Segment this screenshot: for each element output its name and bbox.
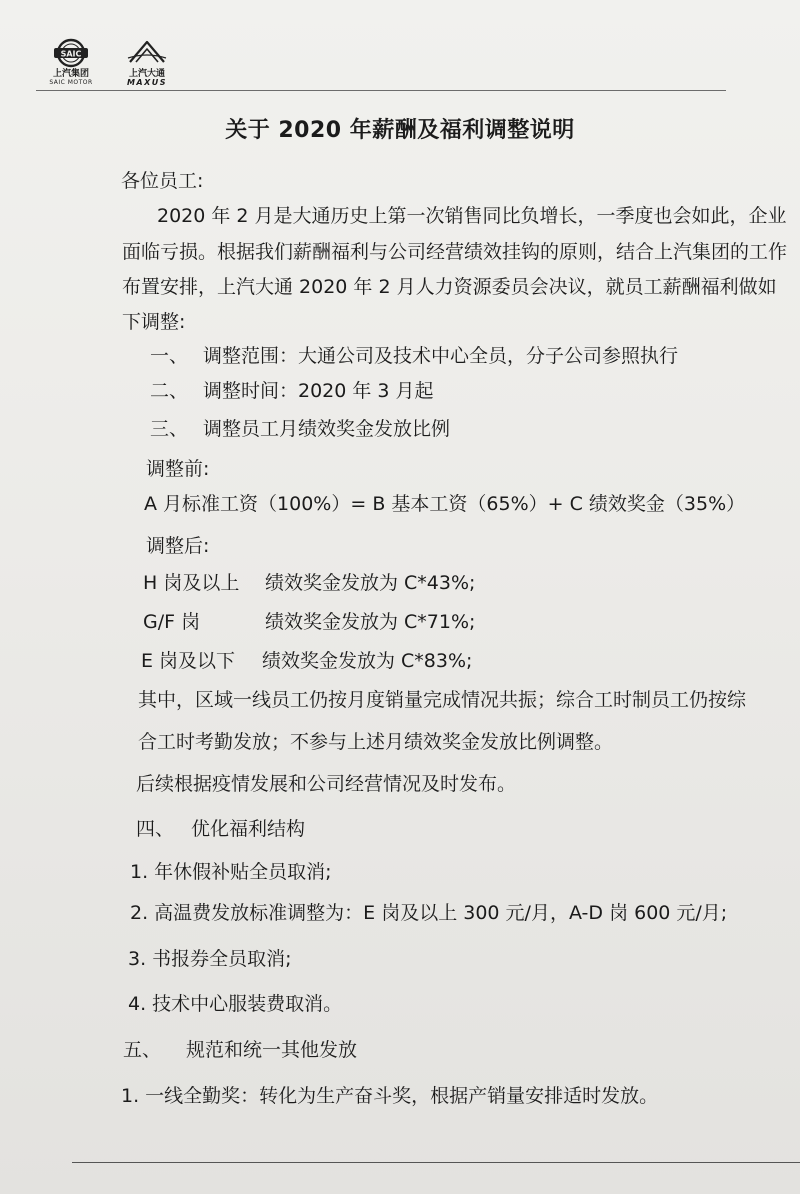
note-line-2: 合工时考勤发放；不参与上述月绩效奖金发放比例调整。: [138, 731, 614, 753]
before-label: 调整前:: [146, 458, 210, 480]
section-4-item-4: 4. 技术中心服装费取消。: [128, 993, 343, 1015]
document-title: 关于 2020 年薪酬及福利调整说明: [225, 118, 575, 143]
grade-gf-label: G/F 岗: [143, 611, 201, 633]
svg-text:SAIC: SAIC: [60, 49, 82, 59]
saic-cn-name: 上汽集团: [52, 69, 89, 79]
section-2-text: 调整时间：2020 年 3 月起: [203, 380, 434, 402]
section-4-item-2: 2. 高温费发放标准调整为：E 岗及以上 300 元/月，A-D 岗 600 元/月;: [130, 902, 728, 924]
salutation: 各位员工:: [121, 170, 204, 192]
letterhead: [36, 38, 776, 96]
grade-h-rule: 绩效奖金发放为 C*43%;: [265, 572, 476, 594]
saic-en-name: SAIC MOTOR: [49, 79, 93, 86]
intro-line-3: 布置安排，上汽大通 2020 年 2 月人力资源委员会决议，就员工薪酬福利做如: [122, 276, 777, 298]
saic-logo: [36, 38, 106, 86]
grade-e-label: E 岗及以下: [141, 650, 236, 672]
intro-line-4: 下调整:: [122, 311, 186, 333]
maxus-en-name: MAXUS: [126, 78, 168, 87]
section-5-number: 五、: [123, 1039, 162, 1061]
intro-line-1: 2020 年 2 月是大通历史上第一次销售同比负增长，一季度也会如此，企业: [157, 205, 787, 227]
footer-divider: [72, 1162, 800, 1163]
note-line-1: 其中，区域一线员工仍按月度销量完成情况共振；综合工时制员工仍按综: [138, 689, 747, 711]
grade-h-label: H 岗及以上: [143, 572, 240, 594]
maxus-cn-name: 上汽大通: [128, 69, 165, 79]
maxus-logo: [112, 38, 182, 86]
section-4-number: 四、: [136, 818, 175, 840]
saic-emblem-icon: [48, 38, 94, 68]
section-2-number: 二、: [150, 380, 189, 402]
header-divider: [36, 90, 726, 91]
section-3-text: 调整员工月绩效奖金发放比例: [203, 418, 451, 440]
grade-gf-rule: 绩效奖金发放为 C*71%;: [265, 611, 476, 633]
note-line-3: 后续根据疫情发展和公司经营情况及时发布。: [136, 773, 517, 795]
section-5-text: 规范和统一其他发放: [186, 1039, 358, 1061]
section-4-item-1: 1. 年休假补贴全员取消;: [130, 861, 332, 883]
section-5-item-1: 1. 一线全勤奖：转化为生产奋斗奖，根据产销量安排适时发放。: [121, 1085, 659, 1107]
section-4-item-3: 3. 书报券全员取消;: [128, 948, 292, 970]
intro-line-2: 面临亏损。根据我们薪酬福利与公司经营绩效挂钩的原则，结合上汽集团的工作: [122, 241, 788, 263]
grade-e-rule: 绩效奖金发放为 C*83%;: [262, 650, 473, 672]
section-3-number: 三、: [150, 418, 189, 440]
after-label: 调整后:: [146, 535, 210, 557]
salary-formula: A 月标准工资（100%）= B 基本工资（65%）+ C 绩效奖金（35%）: [144, 493, 746, 515]
section-1-number: 一、: [150, 345, 189, 367]
section-1-text: 调整范围：大通公司及技术中心全员，分子公司参照执行: [203, 345, 679, 367]
section-4-text: 优化福利结构: [191, 818, 306, 840]
maxus-emblem-icon: [124, 38, 170, 68]
